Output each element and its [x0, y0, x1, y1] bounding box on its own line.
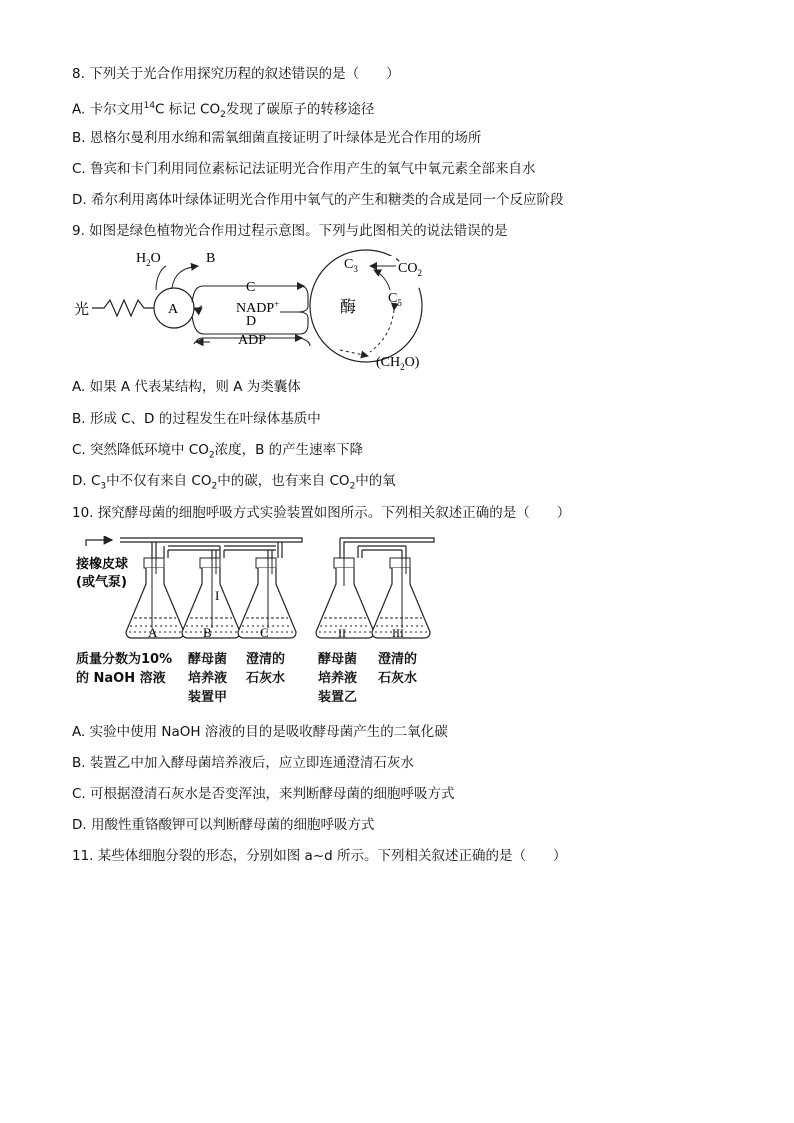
q10-option-a: A. 实验中使用 NaOH 溶液的目的是吸收酵母菌产生的二氧化碳 — [72, 724, 448, 740]
q9-option-a: A. 如果 A 代表某结构，则 A 为类囊体 — [72, 379, 301, 395]
caption-yeast-jia: 酵母菌 培养液 装置甲 — [188, 652, 228, 705]
q9-option-b: B. 形成 C、D 的过程发生在叶绿体基质中 — [72, 411, 321, 427]
pump-label-2: (或气泵) — [76, 575, 127, 590]
pump-label-1: 接橡皮球 — [76, 557, 129, 572]
pipe-label-i: I — [215, 588, 220, 603]
photosynthesis-diagram — [70, 246, 440, 372]
svg-text:II: II — [338, 626, 346, 640]
flask-a — [126, 558, 184, 640]
label-a: A — [168, 302, 179, 317]
q8-stem: 8. 下列关于光合作用探究历程的叙述错误的是（ ） — [72, 66, 400, 82]
q8-option-d: D. 希尔利用离体叶绿体证明光合作用中氧气的产生和糖类的合成是同一个反应阶段 — [72, 192, 564, 208]
enzyme-label: 酶 — [340, 299, 357, 316]
flask-ii — [316, 558, 374, 640]
light-label: 光 — [74, 302, 90, 318]
flask-b — [182, 558, 240, 640]
caption-yeast-yi: 酵母菌 培养液 装置乙 — [318, 652, 358, 705]
q10-option-c: C. 可根据澄清石灰水是否变浑浊，来判断酵母菌的细胞呼吸方式 — [72, 786, 455, 802]
flask-iii — [372, 558, 430, 640]
q8-option-b: B. 恩格尔曼利用水绵和需氧细菌直接证明了叶绿体是光合作用的场所 — [72, 130, 482, 146]
q10-option-b: B. 装置乙中加入酵母菌培养液后，应立即连通澄清石灰水 — [72, 755, 414, 771]
label-d: D — [246, 314, 257, 329]
ch2o-label: $(CH_2O)$ — [376, 355, 420, 372]
c3-label: $C_3$ — [344, 257, 358, 274]
svg-text:B: B — [203, 625, 212, 640]
svg-text:III: III — [392, 626, 404, 640]
h2o-in-arrow — [156, 266, 166, 290]
label-adp: ADP — [238, 333, 267, 348]
svg-text:C: C — [260, 625, 269, 640]
label-nadp: NADP+ — [236, 299, 280, 316]
label-c: C — [246, 280, 256, 295]
co2-label: $CO_2$ — [398, 261, 422, 278]
light-zigzag — [92, 300, 154, 316]
label-b: B — [206, 251, 216, 266]
q8-option-c: C. 鲁宾和卡门利用同位素标记法证明光合作用产生的氧气中氧元素全部来自水 — [72, 161, 536, 177]
q11-stem: 11. 某些体细胞分裂的形态，分别如图 a~d 所示。下列相关叙述正确的是（ ） — [72, 848, 567, 864]
q10-stem: 10. 探究酵母菌的细胞呼吸方式实验装置如图所示。下列相关叙述正确的是（ ） — [72, 505, 571, 521]
caption-limewater-jia: 澄清的 石灰水 — [246, 652, 286, 686]
caption-naoh: 质量分数为10% 的 NaOH 溶液 — [76, 652, 173, 686]
svg-text:A: A — [148, 625, 158, 640]
flask-c — [238, 558, 296, 640]
yeast-respiration-apparatus — [72, 536, 442, 652]
h2o-label: $H_2O$ — [136, 251, 161, 268]
q9-option-c: C. 突然降低环境中 $CO_2$浓度，B 的产生速率下降 — [72, 442, 364, 461]
q10-option-d: D. 用酸性重铬酸钾可以判断酵母菌的细胞呼吸方式 — [72, 817, 375, 833]
q9-option-d: D. $C_3$中不仅有来自 $CO_2$中的碳，也有来自 $CO_2$中的氧 — [72, 473, 396, 492]
q8-option-a: A. 卡尔文用$^{14}$C 标记 $CO_2$发现了碳原子的转移途径 — [72, 101, 375, 121]
c5-label: $C_5$ — [388, 291, 402, 308]
caption-limewater-yi: 澄清的 石灰水 — [378, 652, 418, 686]
q9-stem: 9. 如图是绿色植物光合作用过程示意图。下列与此图相关的说法错误的是 — [72, 223, 508, 239]
b-out-arrow — [172, 266, 198, 288]
